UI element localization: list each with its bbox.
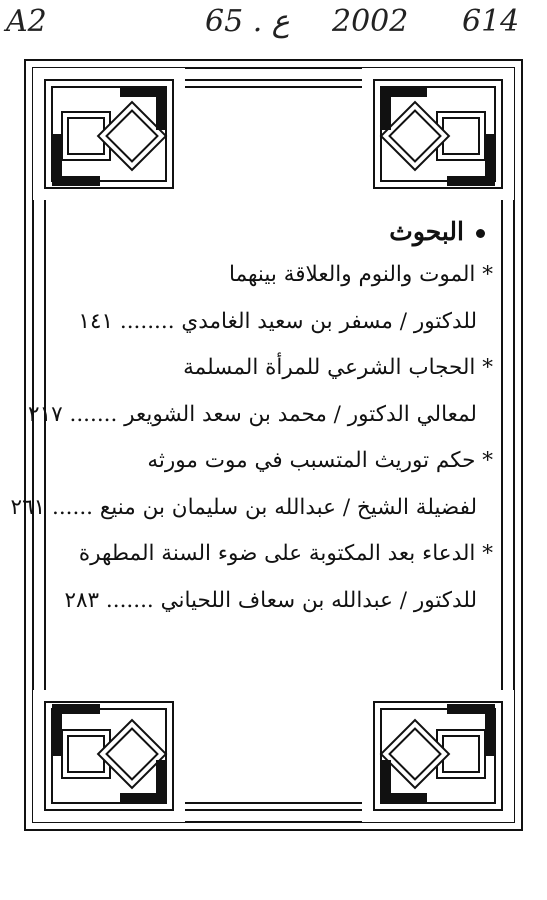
section-heading-text: البحوث	[389, 217, 464, 246]
bullet-icon	[476, 229, 485, 238]
entry-title: * الحجاب الشرعي للمرأة المسلمة	[183, 355, 493, 380]
entry-title: * حكم توريث المتسبب في موت مورثه	[147, 448, 493, 473]
handwritten-mark-middle: 65 . ع	[205, 4, 290, 39]
entry-author: للدكتور / عبدالله بن سعاف اللحياني ....... ٢٨٣	[64, 587, 477, 613]
contents-list	[10, 212, 495, 624]
section-heading	[40, 212, 495, 252]
entry-title: * الموت والنوم والعلاقة بينهما	[229, 262, 493, 287]
corner-knot-top-right	[362, 68, 514, 200]
entry-author: لمعالي الدكتور / محمد بن سعد الشويعر ....... ٢١٧	[28, 401, 477, 427]
entry-author: لفضيلة الشيخ / عبدالله بن سليمان بن منيع ...... ٢٦١	[10, 494, 477, 520]
entry-author: للدكتور / مسفر بن سعيد الغامدي ........ ١٤١	[78, 308, 477, 334]
handwritten-mark-left: A2	[6, 4, 47, 39]
corner-knot-bottom-left	[33, 690, 185, 822]
entry-title: * الدعاء بعد المكتوبة على ضوء السنة المطهرة	[78, 541, 493, 566]
handwritten-page-number: 614	[462, 4, 520, 39]
corner-knot-top-left	[33, 68, 185, 200]
handwritten-year: 2002	[332, 4, 409, 39]
corner-knot-bottom-right	[362, 690, 514, 822]
